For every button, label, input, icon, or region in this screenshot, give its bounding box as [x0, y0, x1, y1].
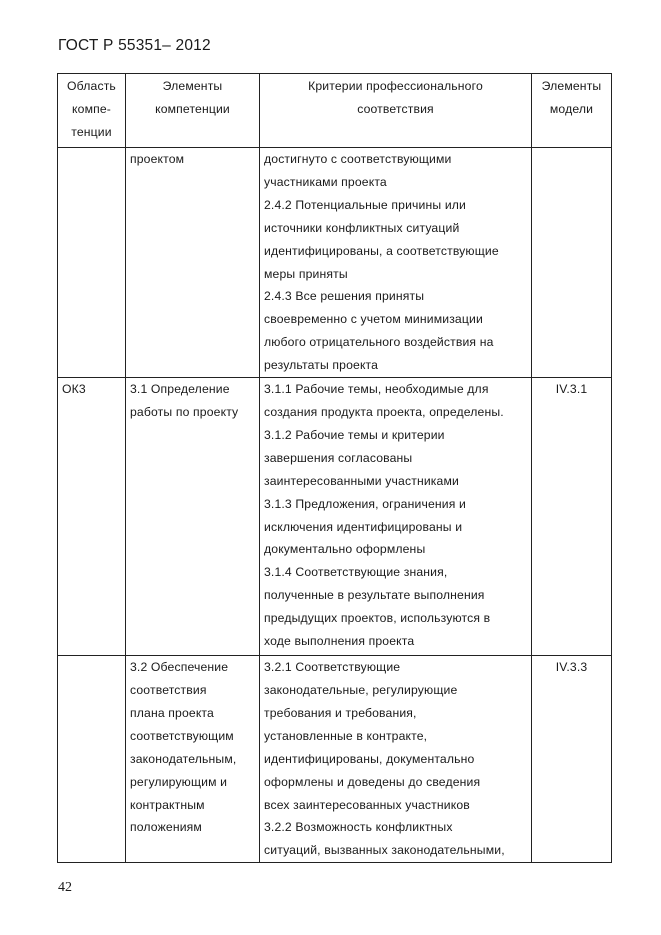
- table-row: [58, 148, 612, 378]
- column-header-criteria: Критерии профессионального соответствия: [260, 74, 532, 148]
- table-row: [58, 656, 612, 863]
- table-header-row: [58, 74, 612, 148]
- criteria-cell: 3.2.1 Соответствующие законодательные, регулирующие требования и требования, установленные в контракте, идентифицированы, документально оформлены и доведены до сведения всех заинтересованных участников 3.2.2 Возможность конфликтных ситуаций, вызванных законодательными,: [260, 656, 532, 863]
- area-cell: [58, 148, 126, 378]
- element-cell: 3.2 Обеспечение соответствия плана проекта соответствующим законодательным, регулирующим и контрактным положениям: [126, 656, 260, 863]
- model-cell: IV.3.3: [532, 656, 612, 863]
- criteria-cell: 3.1.1 Рабочие темы, необходимые для создания продукта проекта, определены. 3.1.2 Рабочие темы и критерии завершения согласованы заинтересованными участниками 3.1.3 Предложения, ограничения и исключения идентифицированы и документально оформлены 3.1.4 Соответствующие знания, полученные в результате выполнения предыдущих проектов, используются в ходе выполнения проекта: [260, 378, 532, 656]
- column-header-model: Элементы модели: [532, 74, 612, 148]
- column-header-area: Область компе- тенции: [58, 74, 126, 148]
- column-header-elements: Элементы компетенции: [126, 74, 260, 148]
- criteria-cell: достигнуто с соответствующими участниками проекта 2.4.2 Потенциальные причины или источники конфликтных ситуаций идентифицированы, а соответствующие меры приняты 2.4.3 Все решения приняты своевременно с учетом минимизации любого отрицательного воздействия на результаты проекта: [260, 148, 532, 378]
- element-cell: проектом: [126, 148, 260, 378]
- model-cell: [532, 148, 612, 378]
- area-cell: ОК3: [58, 378, 126, 656]
- page-number: 42: [58, 880, 72, 895]
- competence-table: [57, 73, 612, 863]
- table-row: [58, 378, 612, 656]
- document-header: ГОСТ Р 55351– 2012: [58, 37, 211, 54]
- area-cell: [58, 656, 126, 863]
- element-cell: 3.1 Определение работы по проекту: [126, 378, 260, 656]
- model-cell: IV.3.1: [532, 378, 612, 656]
